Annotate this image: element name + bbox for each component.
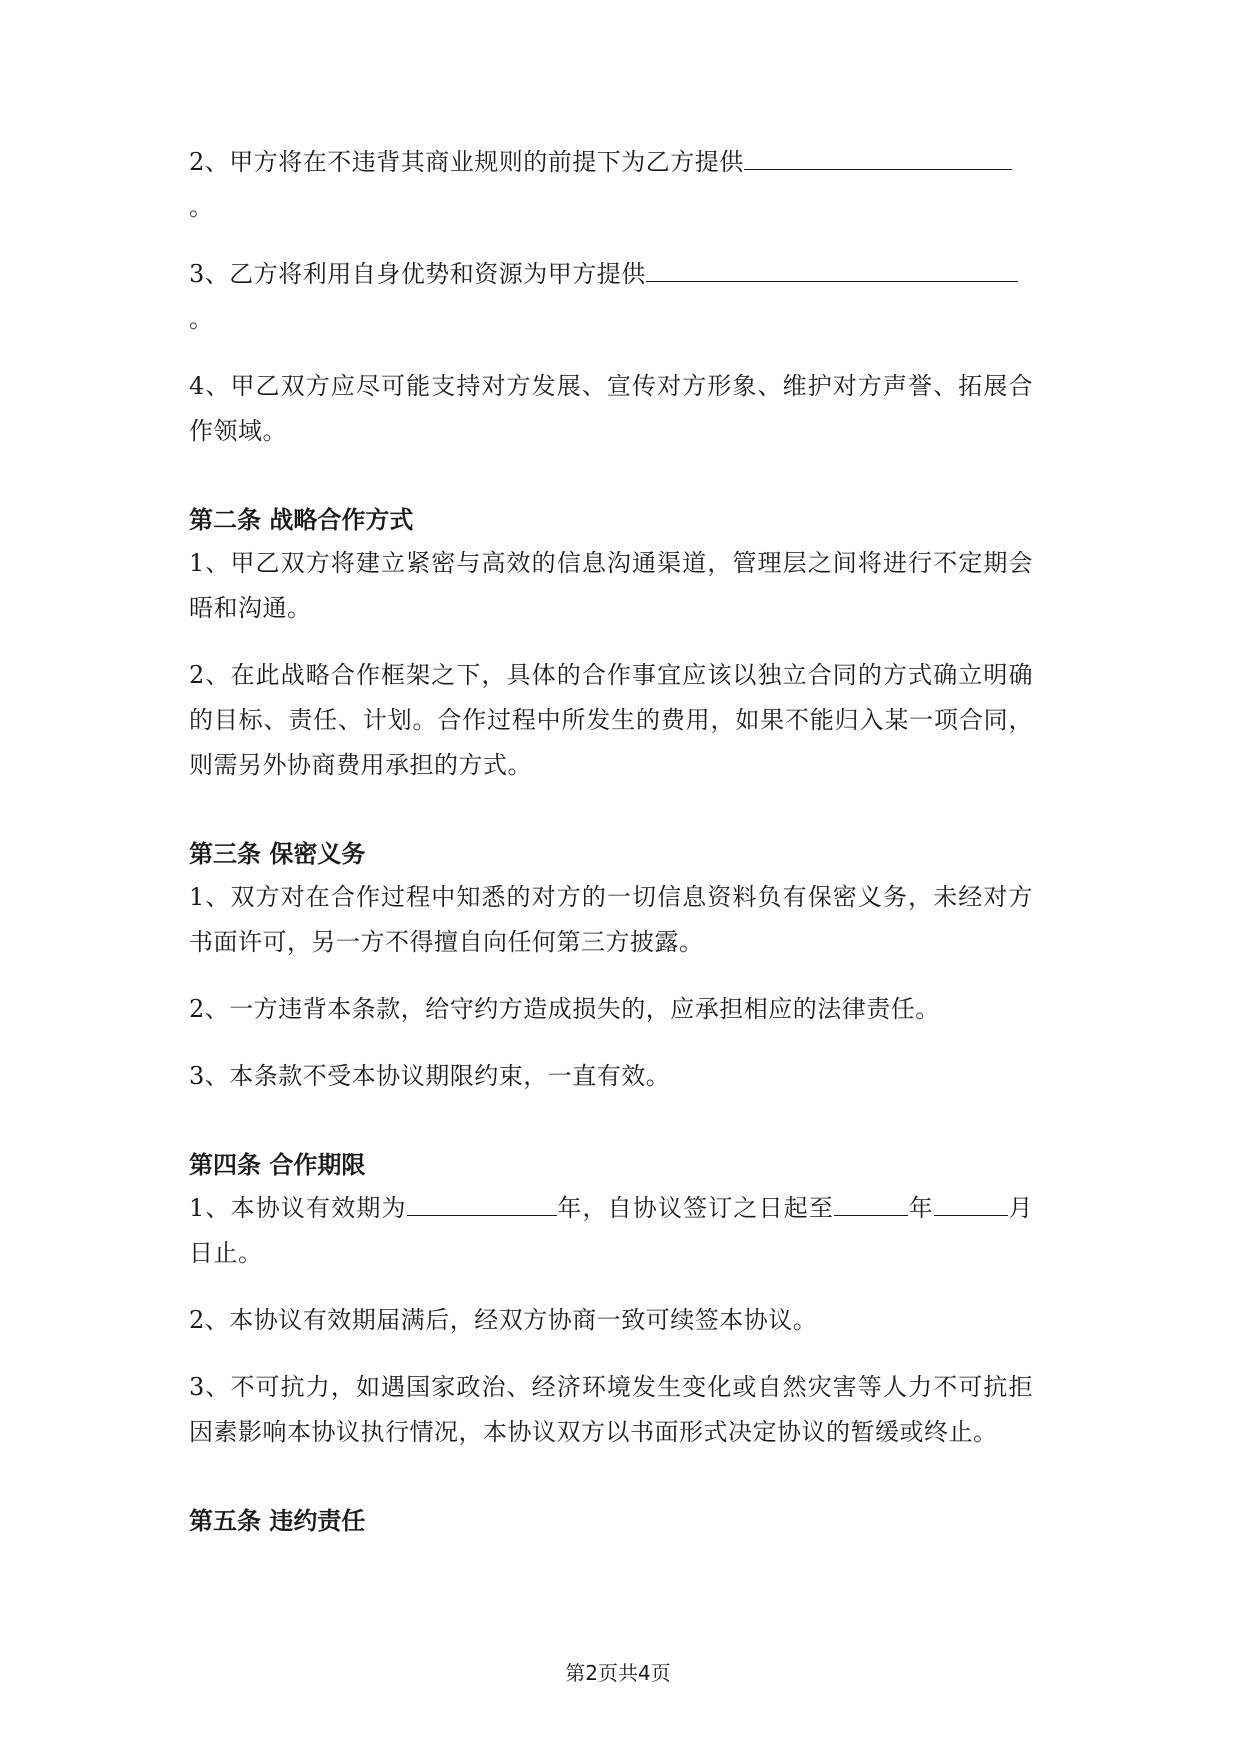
clause1-paragraph-3 (189, 252, 1033, 342)
clause4-paragraph-3: 3、不可抗力，如遇国家政治、经济环境发生变化或自然灾害等人力不可抗拒因素影响本协议执行情况，本协议双方以书面形式决定协议的暂缓或终止。 (189, 1373, 1033, 1446)
clause2-paragraph-1: 1、甲乙双方将建立紧密与高效的信息沟通渠道，管理层之间将进行不定期会晤和沟通。 (189, 549, 1033, 622)
clause4-heading: 第四条 合作期限 (189, 1151, 366, 1179)
clause1-paragraph-2 (189, 140, 1033, 230)
clause3-paragraph-3: 3、本条款不受本协议期限约束，一直有效。 (189, 1062, 671, 1090)
clause3-heading: 第三条 保密义务 (189, 840, 366, 868)
clause3-paragraph-1: 1、双方对在合作过程中知悉的对方的一切信息资料负有保密义务，未经对方书面许可，另一方不得擅自向任何第三方披露。 (189, 883, 1033, 956)
clause5-heading: 第五条 违约责任 (189, 1507, 366, 1535)
years-blank[interactable] (407, 1189, 557, 1216)
fill-in-blank[interactable] (646, 255, 1018, 282)
clause2-paragraph-2: 2、在此战略合作框架之下，具体的合作事宜应该以独立合同的方式确立明确的目标、责任、计划。合作过程中所发生的费用，如果不能归入某一项合同，则需另外协商费用承担的方式。 (189, 661, 1033, 779)
end-month-blank[interactable] (934, 1189, 1008, 1216)
paragraph-text: 1、本协议有效期为 (189, 1194, 407, 1222)
paragraph-text: 3、乙方将利用自身优势和资源为甲方提供 (189, 260, 646, 288)
paragraph-text: 月日止。 (189, 1194, 1033, 1267)
paragraph-end: 。 (189, 305, 214, 333)
page-number-footer: 第2页共4页 (565, 1661, 671, 1685)
clause4-paragraph-1 (189, 1186, 1033, 1276)
clause2-heading: 第二条 战略合作方式 (189, 506, 414, 534)
paragraph-end: 。 (189, 193, 214, 221)
fill-in-blank[interactable] (744, 143, 1012, 170)
clause1-paragraph-4: 4、甲乙双方应尽可能支持对方发展、宣传对方形象、维护对方声誉、拓展合作领域。 (189, 372, 1033, 445)
clause4-paragraph-2: 2、本协议有效期届满后，经双方协商一致可续签本协议。 (189, 1306, 818, 1334)
paragraph-text: 2、甲方将在不违背其商业规则的前提下为乙方提供 (189, 148, 744, 176)
paragraph-text: 年 (908, 1194, 934, 1222)
clause3-paragraph-2: 2、一方违背本条款，给守约方造成损失的，应承担相应的法律责任。 (189, 995, 940, 1023)
document-body (189, 140, 1033, 1542)
end-year-blank[interactable] (834, 1189, 908, 1216)
paragraph-text: 年，自协议签订之日起至 (556, 1194, 835, 1222)
